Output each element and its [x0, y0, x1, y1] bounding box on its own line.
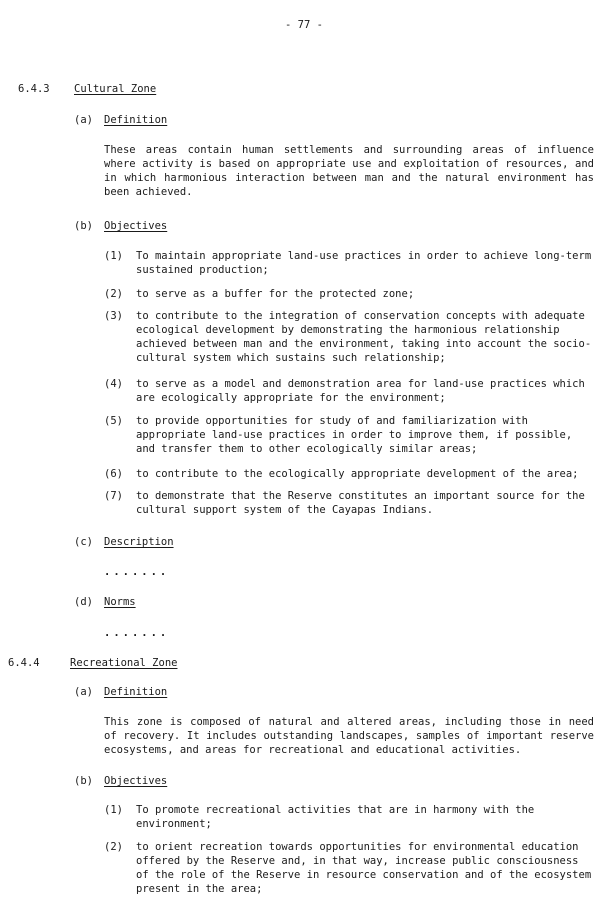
objective-text: to serve as a buffer for the protected zone;	[136, 288, 415, 300]
page-number: - 77 -	[285, 19, 323, 31]
subsection-label-b: (b)	[74, 220, 93, 232]
objective-text: To maintain appropriate land-use practices in order to achieve long-term sustained production;	[136, 250, 592, 276]
ellipsis-placeholder: .......	[104, 627, 170, 639]
subsection-label-a: (a)	[74, 114, 93, 126]
objective-number: (7)	[104, 490, 123, 502]
definition-paragraph: This zone is composed of natural and altered areas, including those in need of recovery. It includes outstanding landscapes, samples of important reserve ecosystems, and areas for recreational and educational activities.	[104, 716, 594, 756]
section-number-6-4-3: 6.4.3	[18, 83, 50, 95]
objective-number: (2)	[104, 288, 123, 300]
objective-text: to provide opportunities for study of and familiarization with appropriate land-use practices in order to improve them, if possible, and transfer them to other ecologically similar areas;	[136, 415, 573, 455]
objective-number: (1)	[104, 804, 123, 816]
subsection-label-b: (b)	[74, 775, 93, 787]
objective-text: to demonstrate that the Reserve constitutes an important source for the cultural support system of the Cayapas Indians.	[136, 490, 585, 516]
subsection-label-d: (d)	[74, 596, 93, 608]
subsection-title-objectives: Objectives	[104, 220, 168, 232]
objective-text: to contribute to the ecologically appropriate development of the area;	[136, 468, 579, 480]
objective-number: (5)	[104, 415, 123, 427]
section-number-6-4-4: 6.4.4	[8, 657, 40, 669]
objective-number: (6)	[104, 468, 123, 480]
objective-text: to orient recreation towards opportunities for environmental education offered by the Reserve and, in that way, increase public consciousness of the role of the Reserve in resource conservation and of the ecosystem present in the area;	[136, 841, 592, 895]
section-title-cultural-zone: Cultural Zone	[74, 83, 157, 95]
section-title-recreational-zone: Recreational Zone	[70, 657, 178, 669]
definition-paragraph: These areas contain human settlements and surrounding areas of influence where activity is based on appropriate use and exploitation of resources, and in which harmonious interaction between man and the natural environment has been achieved.	[104, 144, 594, 198]
subsection-title-definition: Definition	[104, 114, 168, 126]
objective-number: (1)	[104, 250, 123, 262]
subsection-title-objectives: Objectives	[104, 775, 168, 787]
subsection-label-a: (a)	[74, 686, 93, 698]
objective-number: (2)	[104, 841, 123, 853]
subsection-title-description: Description	[104, 536, 174, 548]
objective-text: To promote recreational activities that are in harmony with the environment;	[136, 804, 535, 830]
objective-text: to serve as a model and demonstration area for land-use practices which are ecologically appropriate for the environment;	[136, 378, 585, 404]
objective-text: to contribute to the integration of conservation concepts with adequate ecological development by demonstrating the harmonious relationship achieved between man and the environment, taking into account the socio-cultural system which sustains such relationship;	[136, 310, 592, 364]
subsection-title-norms: Norms	[104, 596, 136, 608]
objective-number: (4)	[104, 378, 123, 390]
objective-number: (3)	[104, 310, 123, 322]
subsection-label-c: (c)	[74, 536, 93, 548]
subsection-title-definition: Definition	[104, 686, 168, 698]
ellipsis-placeholder: .......	[104, 566, 170, 578]
